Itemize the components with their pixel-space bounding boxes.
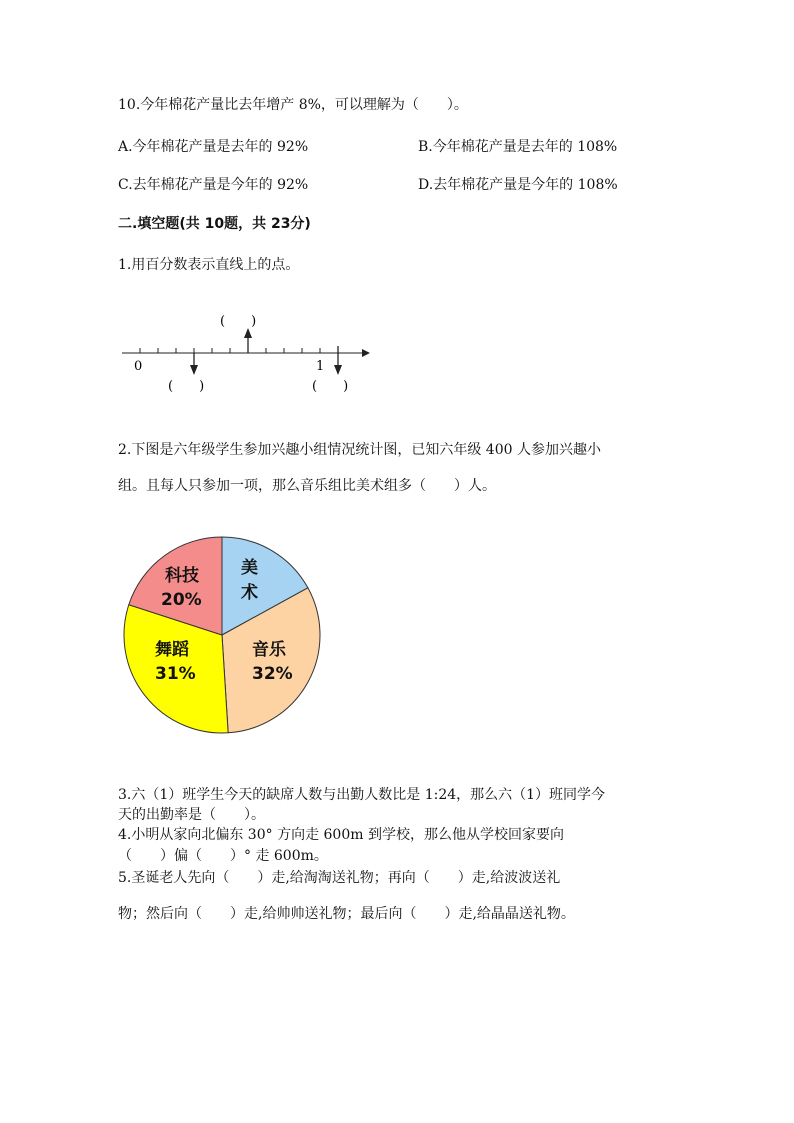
answer-blank-right: ( ) (312, 379, 349, 394)
down-arrow-icon (334, 346, 342, 375)
fill3-line2: 天的出勤率是（ ）。 (118, 807, 265, 823)
slice-label-keji-percent: 20% (161, 590, 202, 610)
section-title: 二.填空题(共 10题，共 23分) (118, 216, 311, 232)
answer-blank-top: ( ) (220, 314, 257, 329)
fill5-line2: 物；然后向（ ）走,给帅帅送礼物；最后向（ ）走,给晶晶送礼物。 (118, 906, 575, 922)
fill2-line1: 2.下图是六年级学生参加兴趣小组情况统计图，已知六年级 400 人参加兴趣小 (118, 442, 601, 458)
fill5-line1: 5.圣诞老人先向（ ）走,给淘淘送礼物；再向（ ）走,给波波送礼 (118, 870, 561, 886)
fill2-line2: 组。且每人只参加一项，那么音乐组比美术组多（ ）人。 (118, 478, 496, 494)
q10-option-d: D.去年棉花产量是今年的 108% (418, 177, 618, 193)
fill3-line1: 3.六（1）班学生今天的缺席人数与出勤人数比是 1:24，那么六（1）班同学今 (118, 787, 606, 803)
number-line (122, 348, 370, 357)
slice-label-yinyue-percent: 32% (252, 664, 293, 684)
slice-label-meishu: 美 (241, 558, 258, 578)
q10-option-a: A.今年棉花产量是去年的 92% (118, 139, 309, 155)
number-line-figure (118, 308, 378, 398)
slice-label-wudao-name: 舞蹈 (155, 640, 189, 660)
fill4-line2: （ ）偏（ ）° 走 600m。 (118, 848, 328, 864)
fill4-line1: 4.小明从家向北偏东 30° 方向走 600m 到学校，那么他从学校回家要向 (118, 827, 564, 843)
fill1-stem: 1.用百分数表示直线上的点。 (118, 257, 300, 273)
pie-chart (118, 533, 328, 743)
answer-blank-left: ( ) (168, 379, 205, 394)
q10-stem: 10.今年棉花产量比去年增产 8%，可以理解为（ ）。 (118, 97, 468, 113)
slice-label-keji-name: 科技 (165, 566, 199, 586)
down-arrow-icon (190, 353, 198, 375)
slice-label-meishu: 术 (241, 583, 258, 603)
q10-option-b: B.今年棉花产量是去年的 108% (418, 139, 618, 155)
slice-label-wudao-percent: 31% (155, 664, 196, 684)
tick-label-0: 0 (134, 359, 143, 374)
q10-option-c: C.去年棉花产量是今年的 92% (118, 177, 309, 193)
tick-label-1: 1 (316, 359, 325, 374)
up-arrow-icon (244, 328, 252, 353)
slice-label-yinyue-name: 音乐 (252, 640, 286, 660)
